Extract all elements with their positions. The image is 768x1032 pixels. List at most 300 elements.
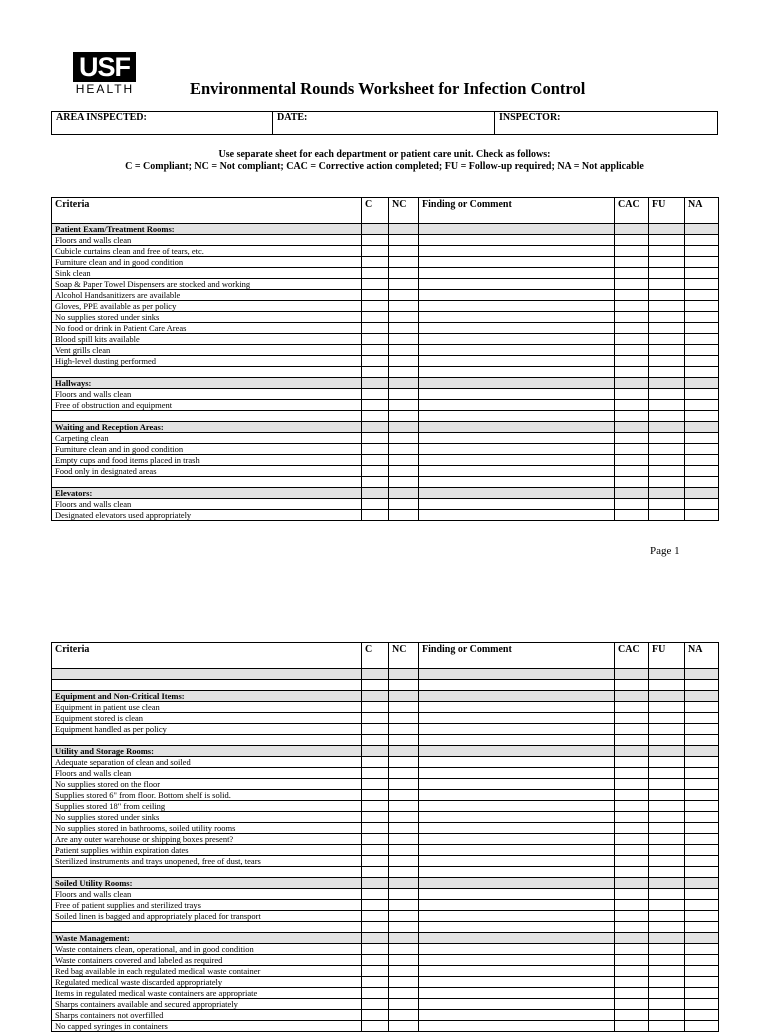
nc-check-cell[interactable] xyxy=(389,367,419,378)
nc-check-cell[interactable] xyxy=(389,455,419,466)
finding-comment-cell[interactable] xyxy=(419,510,615,521)
finding-comment-cell[interactable] xyxy=(419,312,615,323)
cac-check-cell[interactable] xyxy=(615,246,649,257)
fu-check-cell[interactable] xyxy=(649,455,685,466)
c-check-cell[interactable] xyxy=(362,411,389,422)
fu-check-cell[interactable] xyxy=(649,499,685,510)
na-check-cell[interactable] xyxy=(685,301,719,312)
nc-check-cell[interactable] xyxy=(389,801,419,812)
na-check-cell[interactable] xyxy=(685,801,719,812)
na-check-cell[interactable] xyxy=(685,400,719,411)
fu-check-cell[interactable] xyxy=(649,812,685,823)
c-check-cell[interactable] xyxy=(362,977,389,988)
na-check-cell[interactable] xyxy=(685,268,719,279)
cac-check-cell[interactable] xyxy=(615,768,649,779)
finding-comment-cell[interactable] xyxy=(419,702,615,713)
finding-comment-cell[interactable] xyxy=(419,735,615,746)
finding-comment-cell[interactable] xyxy=(419,389,615,400)
nc-check-cell[interactable] xyxy=(389,246,419,257)
cac-check-cell[interactable] xyxy=(615,268,649,279)
c-check-cell[interactable] xyxy=(362,323,389,334)
nc-check-cell[interactable] xyxy=(389,466,419,477)
na-check-cell[interactable] xyxy=(685,944,719,955)
finding-comment-cell[interactable] xyxy=(419,411,615,422)
fu-check-cell[interactable] xyxy=(649,702,685,713)
nc-check-cell[interactable] xyxy=(389,345,419,356)
nc-check-cell[interactable] xyxy=(389,966,419,977)
finding-comment-cell[interactable] xyxy=(419,768,615,779)
fu-check-cell[interactable] xyxy=(649,400,685,411)
nc-check-cell[interactable] xyxy=(389,499,419,510)
c-check-cell[interactable] xyxy=(362,268,389,279)
c-check-cell[interactable] xyxy=(362,801,389,812)
nc-check-cell[interactable] xyxy=(389,911,419,922)
finding-comment-cell[interactable] xyxy=(419,367,615,378)
finding-comment-cell[interactable] xyxy=(419,977,615,988)
nc-check-cell[interactable] xyxy=(389,812,419,823)
fu-check-cell[interactable] xyxy=(649,977,685,988)
cac-check-cell[interactable] xyxy=(615,1021,649,1032)
c-check-cell[interactable] xyxy=(362,455,389,466)
finding-comment-cell[interactable] xyxy=(419,334,615,345)
nc-check-cell[interactable] xyxy=(389,290,419,301)
c-check-cell[interactable] xyxy=(362,477,389,488)
na-check-cell[interactable] xyxy=(685,922,719,933)
nc-check-cell[interactable] xyxy=(389,900,419,911)
fu-check-cell[interactable] xyxy=(649,444,685,455)
finding-comment-cell[interactable] xyxy=(419,246,615,257)
finding-comment-cell[interactable] xyxy=(419,477,615,488)
cac-check-cell[interactable] xyxy=(615,889,649,900)
na-check-cell[interactable] xyxy=(685,966,719,977)
na-check-cell[interactable] xyxy=(685,768,719,779)
na-check-cell[interactable] xyxy=(685,889,719,900)
na-check-cell[interactable] xyxy=(685,455,719,466)
finding-comment-cell[interactable] xyxy=(419,1021,615,1032)
c-check-cell[interactable] xyxy=(362,779,389,790)
c-check-cell[interactable] xyxy=(362,724,389,735)
cac-check-cell[interactable] xyxy=(615,301,649,312)
na-check-cell[interactable] xyxy=(685,477,719,488)
fu-check-cell[interactable] xyxy=(649,944,685,955)
nc-check-cell[interactable] xyxy=(389,323,419,334)
fu-check-cell[interactable] xyxy=(649,246,685,257)
fu-check-cell[interactable] xyxy=(649,334,685,345)
finding-comment-cell[interactable] xyxy=(419,466,615,477)
c-check-cell[interactable] xyxy=(362,702,389,713)
nc-check-cell[interactable] xyxy=(389,724,419,735)
na-check-cell[interactable] xyxy=(685,757,719,768)
na-check-cell[interactable] xyxy=(685,334,719,345)
na-check-cell[interactable] xyxy=(685,246,719,257)
fu-check-cell[interactable] xyxy=(649,257,685,268)
na-check-cell[interactable] xyxy=(685,235,719,246)
nc-check-cell[interactable] xyxy=(389,779,419,790)
finding-comment-cell[interactable] xyxy=(419,955,615,966)
c-check-cell[interactable] xyxy=(362,999,389,1010)
cac-check-cell[interactable] xyxy=(615,411,649,422)
inspector-field[interactable]: INSPECTOR: xyxy=(499,112,561,123)
cac-check-cell[interactable] xyxy=(615,922,649,933)
fu-check-cell[interactable] xyxy=(649,235,685,246)
c-check-cell[interactable] xyxy=(362,345,389,356)
nc-check-cell[interactable] xyxy=(389,845,419,856)
na-check-cell[interactable] xyxy=(685,466,719,477)
c-check-cell[interactable] xyxy=(362,834,389,845)
fu-check-cell[interactable] xyxy=(649,999,685,1010)
finding-comment-cell[interactable] xyxy=(419,966,615,977)
na-check-cell[interactable] xyxy=(685,680,719,691)
cac-check-cell[interactable] xyxy=(615,988,649,999)
cac-check-cell[interactable] xyxy=(615,790,649,801)
fu-check-cell[interactable] xyxy=(649,768,685,779)
nc-check-cell[interactable] xyxy=(389,312,419,323)
cac-check-cell[interactable] xyxy=(615,867,649,878)
c-check-cell[interactable] xyxy=(362,944,389,955)
cac-check-cell[interactable] xyxy=(615,433,649,444)
nc-check-cell[interactable] xyxy=(389,834,419,845)
fu-check-cell[interactable] xyxy=(649,801,685,812)
fu-check-cell[interactable] xyxy=(649,900,685,911)
fu-check-cell[interactable] xyxy=(649,823,685,834)
fu-check-cell[interactable] xyxy=(649,988,685,999)
na-check-cell[interactable] xyxy=(685,988,719,999)
na-check-cell[interactable] xyxy=(685,834,719,845)
nc-check-cell[interactable] xyxy=(389,988,419,999)
nc-check-cell[interactable] xyxy=(389,257,419,268)
c-check-cell[interactable] xyxy=(362,301,389,312)
c-check-cell[interactable] xyxy=(362,433,389,444)
finding-comment-cell[interactable] xyxy=(419,911,615,922)
fu-check-cell[interactable] xyxy=(649,477,685,488)
fu-check-cell[interactable] xyxy=(649,889,685,900)
c-check-cell[interactable] xyxy=(362,735,389,746)
c-check-cell[interactable] xyxy=(362,823,389,834)
cac-check-cell[interactable] xyxy=(615,499,649,510)
na-check-cell[interactable] xyxy=(685,702,719,713)
na-check-cell[interactable] xyxy=(685,279,719,290)
finding-comment-cell[interactable] xyxy=(419,790,615,801)
fu-check-cell[interactable] xyxy=(649,367,685,378)
nc-check-cell[interactable] xyxy=(389,301,419,312)
finding-comment-cell[interactable] xyxy=(419,988,615,999)
na-check-cell[interactable] xyxy=(685,499,719,510)
fu-check-cell[interactable] xyxy=(649,845,685,856)
finding-comment-cell[interactable] xyxy=(419,301,615,312)
fu-check-cell[interactable] xyxy=(649,268,685,279)
na-check-cell[interactable] xyxy=(685,812,719,823)
fu-check-cell[interactable] xyxy=(649,345,685,356)
nc-check-cell[interactable] xyxy=(389,944,419,955)
c-check-cell[interactable] xyxy=(362,1021,389,1032)
fu-check-cell[interactable] xyxy=(649,713,685,724)
na-check-cell[interactable] xyxy=(685,911,719,922)
fu-check-cell[interactable] xyxy=(649,279,685,290)
fu-check-cell[interactable] xyxy=(649,922,685,933)
na-check-cell[interactable] xyxy=(685,955,719,966)
na-check-cell[interactable] xyxy=(685,779,719,790)
nc-check-cell[interactable] xyxy=(389,356,419,367)
c-check-cell[interactable] xyxy=(362,312,389,323)
nc-check-cell[interactable] xyxy=(389,823,419,834)
cac-check-cell[interactable] xyxy=(615,834,649,845)
cac-check-cell[interactable] xyxy=(615,279,649,290)
nc-check-cell[interactable] xyxy=(389,977,419,988)
na-check-cell[interactable] xyxy=(685,724,719,735)
cac-check-cell[interactable] xyxy=(615,823,649,834)
finding-comment-cell[interactable] xyxy=(419,499,615,510)
fu-check-cell[interactable] xyxy=(649,389,685,400)
cac-check-cell[interactable] xyxy=(615,779,649,790)
na-check-cell[interactable] xyxy=(685,389,719,400)
cac-check-cell[interactable] xyxy=(615,977,649,988)
c-check-cell[interactable] xyxy=(362,400,389,411)
cac-check-cell[interactable] xyxy=(615,1010,649,1021)
cac-check-cell[interactable] xyxy=(615,724,649,735)
fu-check-cell[interactable] xyxy=(649,290,685,301)
fu-check-cell[interactable] xyxy=(649,856,685,867)
finding-comment-cell[interactable] xyxy=(419,433,615,444)
nc-check-cell[interactable] xyxy=(389,680,419,691)
cac-check-cell[interactable] xyxy=(615,856,649,867)
cac-check-cell[interactable] xyxy=(615,290,649,301)
cac-check-cell[interactable] xyxy=(615,713,649,724)
fu-check-cell[interactable] xyxy=(649,911,685,922)
cac-check-cell[interactable] xyxy=(615,477,649,488)
finding-comment-cell[interactable] xyxy=(419,279,615,290)
c-check-cell[interactable] xyxy=(362,713,389,724)
fu-check-cell[interactable] xyxy=(649,1010,685,1021)
c-check-cell[interactable] xyxy=(362,444,389,455)
nc-check-cell[interactable] xyxy=(389,955,419,966)
finding-comment-cell[interactable] xyxy=(419,999,615,1010)
finding-comment-cell[interactable] xyxy=(419,323,615,334)
nc-check-cell[interactable] xyxy=(389,1021,419,1032)
c-check-cell[interactable] xyxy=(362,955,389,966)
cac-check-cell[interactable] xyxy=(615,702,649,713)
finding-comment-cell[interactable] xyxy=(419,944,615,955)
cac-check-cell[interactable] xyxy=(615,345,649,356)
fu-check-cell[interactable] xyxy=(649,757,685,768)
c-check-cell[interactable] xyxy=(362,466,389,477)
cac-check-cell[interactable] xyxy=(615,966,649,977)
cac-check-cell[interactable] xyxy=(615,999,649,1010)
na-check-cell[interactable] xyxy=(685,790,719,801)
nc-check-cell[interactable] xyxy=(389,757,419,768)
na-check-cell[interactable] xyxy=(685,823,719,834)
cac-check-cell[interactable] xyxy=(615,812,649,823)
c-check-cell[interactable] xyxy=(362,279,389,290)
cac-check-cell[interactable] xyxy=(615,510,649,521)
na-check-cell[interactable] xyxy=(685,433,719,444)
cac-check-cell[interactable] xyxy=(615,444,649,455)
finding-comment-cell[interactable] xyxy=(419,345,615,356)
cac-check-cell[interactable] xyxy=(615,400,649,411)
finding-comment-cell[interactable] xyxy=(419,812,615,823)
nc-check-cell[interactable] xyxy=(389,334,419,345)
na-check-cell[interactable] xyxy=(685,1010,719,1021)
nc-check-cell[interactable] xyxy=(389,735,419,746)
cac-check-cell[interactable] xyxy=(615,845,649,856)
cac-check-cell[interactable] xyxy=(615,356,649,367)
na-check-cell[interactable] xyxy=(685,290,719,301)
nc-check-cell[interactable] xyxy=(389,867,419,878)
cac-check-cell[interactable] xyxy=(615,389,649,400)
na-check-cell[interactable] xyxy=(685,356,719,367)
c-check-cell[interactable] xyxy=(362,257,389,268)
cac-check-cell[interactable] xyxy=(615,466,649,477)
fu-check-cell[interactable] xyxy=(649,466,685,477)
nc-check-cell[interactable] xyxy=(389,411,419,422)
finding-comment-cell[interactable] xyxy=(419,400,615,411)
finding-comment-cell[interactable] xyxy=(419,235,615,246)
fu-check-cell[interactable] xyxy=(649,301,685,312)
finding-comment-cell[interactable] xyxy=(419,757,615,768)
cac-check-cell[interactable] xyxy=(615,680,649,691)
cac-check-cell[interactable] xyxy=(615,323,649,334)
cac-check-cell[interactable] xyxy=(615,944,649,955)
na-check-cell[interactable] xyxy=(685,510,719,521)
nc-check-cell[interactable] xyxy=(389,279,419,290)
cac-check-cell[interactable] xyxy=(615,334,649,345)
c-check-cell[interactable] xyxy=(362,988,389,999)
fu-check-cell[interactable] xyxy=(649,680,685,691)
na-check-cell[interactable] xyxy=(685,845,719,856)
fu-check-cell[interactable] xyxy=(649,790,685,801)
cac-check-cell[interactable] xyxy=(615,735,649,746)
finding-comment-cell[interactable] xyxy=(419,455,615,466)
c-check-cell[interactable] xyxy=(362,235,389,246)
date-field[interactable]: DATE: xyxy=(273,112,495,134)
nc-check-cell[interactable] xyxy=(389,768,419,779)
cac-check-cell[interactable] xyxy=(615,911,649,922)
na-check-cell[interactable] xyxy=(685,345,719,356)
cac-check-cell[interactable] xyxy=(615,900,649,911)
na-check-cell[interactable] xyxy=(685,735,719,746)
nc-check-cell[interactable] xyxy=(389,510,419,521)
nc-check-cell[interactable] xyxy=(389,444,419,455)
finding-comment-cell[interactable] xyxy=(419,713,615,724)
c-check-cell[interactable] xyxy=(362,867,389,878)
c-check-cell[interactable] xyxy=(362,680,389,691)
c-check-cell[interactable] xyxy=(362,922,389,933)
nc-check-cell[interactable] xyxy=(389,856,419,867)
c-check-cell[interactable] xyxy=(362,1010,389,1021)
finding-comment-cell[interactable] xyxy=(419,444,615,455)
na-check-cell[interactable] xyxy=(685,411,719,422)
fu-check-cell[interactable] xyxy=(649,1021,685,1032)
fu-check-cell[interactable] xyxy=(649,966,685,977)
c-check-cell[interactable] xyxy=(362,356,389,367)
fu-check-cell[interactable] xyxy=(649,735,685,746)
c-check-cell[interactable] xyxy=(362,966,389,977)
finding-comment-cell[interactable] xyxy=(419,779,615,790)
finding-comment-cell[interactable] xyxy=(419,845,615,856)
c-check-cell[interactable] xyxy=(362,812,389,823)
finding-comment-cell[interactable] xyxy=(419,680,615,691)
finding-comment-cell[interactable] xyxy=(419,834,615,845)
c-check-cell[interactable] xyxy=(362,889,389,900)
cac-check-cell[interactable] xyxy=(615,235,649,246)
cac-check-cell[interactable] xyxy=(615,455,649,466)
c-check-cell[interactable] xyxy=(362,911,389,922)
c-check-cell[interactable] xyxy=(362,845,389,856)
fu-check-cell[interactable] xyxy=(649,433,685,444)
finding-comment-cell[interactable] xyxy=(419,801,615,812)
fu-check-cell[interactable] xyxy=(649,955,685,966)
na-check-cell[interactable] xyxy=(685,977,719,988)
nc-check-cell[interactable] xyxy=(389,922,419,933)
c-check-cell[interactable] xyxy=(362,856,389,867)
fu-check-cell[interactable] xyxy=(649,411,685,422)
na-check-cell[interactable] xyxy=(685,367,719,378)
c-check-cell[interactable] xyxy=(362,757,389,768)
finding-comment-cell[interactable] xyxy=(419,356,615,367)
finding-comment-cell[interactable] xyxy=(419,268,615,279)
fu-check-cell[interactable] xyxy=(649,834,685,845)
fu-check-cell[interactable] xyxy=(649,779,685,790)
fu-check-cell[interactable] xyxy=(649,510,685,521)
fu-check-cell[interactable] xyxy=(649,312,685,323)
finding-comment-cell[interactable] xyxy=(419,724,615,735)
finding-comment-cell[interactable] xyxy=(419,257,615,268)
c-check-cell[interactable] xyxy=(362,768,389,779)
cac-check-cell[interactable] xyxy=(615,955,649,966)
nc-check-cell[interactable] xyxy=(389,477,419,488)
nc-check-cell[interactable] xyxy=(389,433,419,444)
finding-comment-cell[interactable] xyxy=(419,823,615,834)
c-check-cell[interactable] xyxy=(362,499,389,510)
finding-comment-cell[interactable] xyxy=(419,290,615,301)
c-check-cell[interactable] xyxy=(362,367,389,378)
cac-check-cell[interactable] xyxy=(615,801,649,812)
nc-check-cell[interactable] xyxy=(389,268,419,279)
finding-comment-cell[interactable] xyxy=(419,922,615,933)
na-check-cell[interactable] xyxy=(685,257,719,268)
nc-check-cell[interactable] xyxy=(389,400,419,411)
nc-check-cell[interactable] xyxy=(389,889,419,900)
na-check-cell[interactable] xyxy=(685,444,719,455)
na-check-cell[interactable] xyxy=(685,312,719,323)
area-inspected-field[interactable]: AREA INSPECTED: xyxy=(52,112,273,134)
c-check-cell[interactable] xyxy=(362,389,389,400)
c-check-cell[interactable] xyxy=(362,790,389,801)
na-check-cell[interactable] xyxy=(685,323,719,334)
nc-check-cell[interactable] xyxy=(389,999,419,1010)
finding-comment-cell[interactable] xyxy=(419,1010,615,1021)
fu-check-cell[interactable] xyxy=(649,867,685,878)
nc-check-cell[interactable] xyxy=(389,702,419,713)
fu-check-cell[interactable] xyxy=(649,356,685,367)
nc-check-cell[interactable] xyxy=(389,389,419,400)
fu-check-cell[interactable] xyxy=(649,724,685,735)
fu-check-cell[interactable] xyxy=(649,323,685,334)
na-check-cell[interactable] xyxy=(685,713,719,724)
nc-check-cell[interactable] xyxy=(389,713,419,724)
nc-check-cell[interactable] xyxy=(389,1010,419,1021)
finding-comment-cell[interactable] xyxy=(419,867,615,878)
na-check-cell[interactable] xyxy=(685,856,719,867)
finding-comment-cell[interactable] xyxy=(419,889,615,900)
cac-check-cell[interactable] xyxy=(615,257,649,268)
finding-comment-cell[interactable] xyxy=(419,856,615,867)
na-check-cell[interactable] xyxy=(685,1021,719,1032)
c-check-cell[interactable] xyxy=(362,290,389,301)
finding-comment-cell[interactable] xyxy=(419,900,615,911)
cac-check-cell[interactable] xyxy=(615,312,649,323)
na-check-cell[interactable] xyxy=(685,900,719,911)
na-check-cell[interactable] xyxy=(685,867,719,878)
